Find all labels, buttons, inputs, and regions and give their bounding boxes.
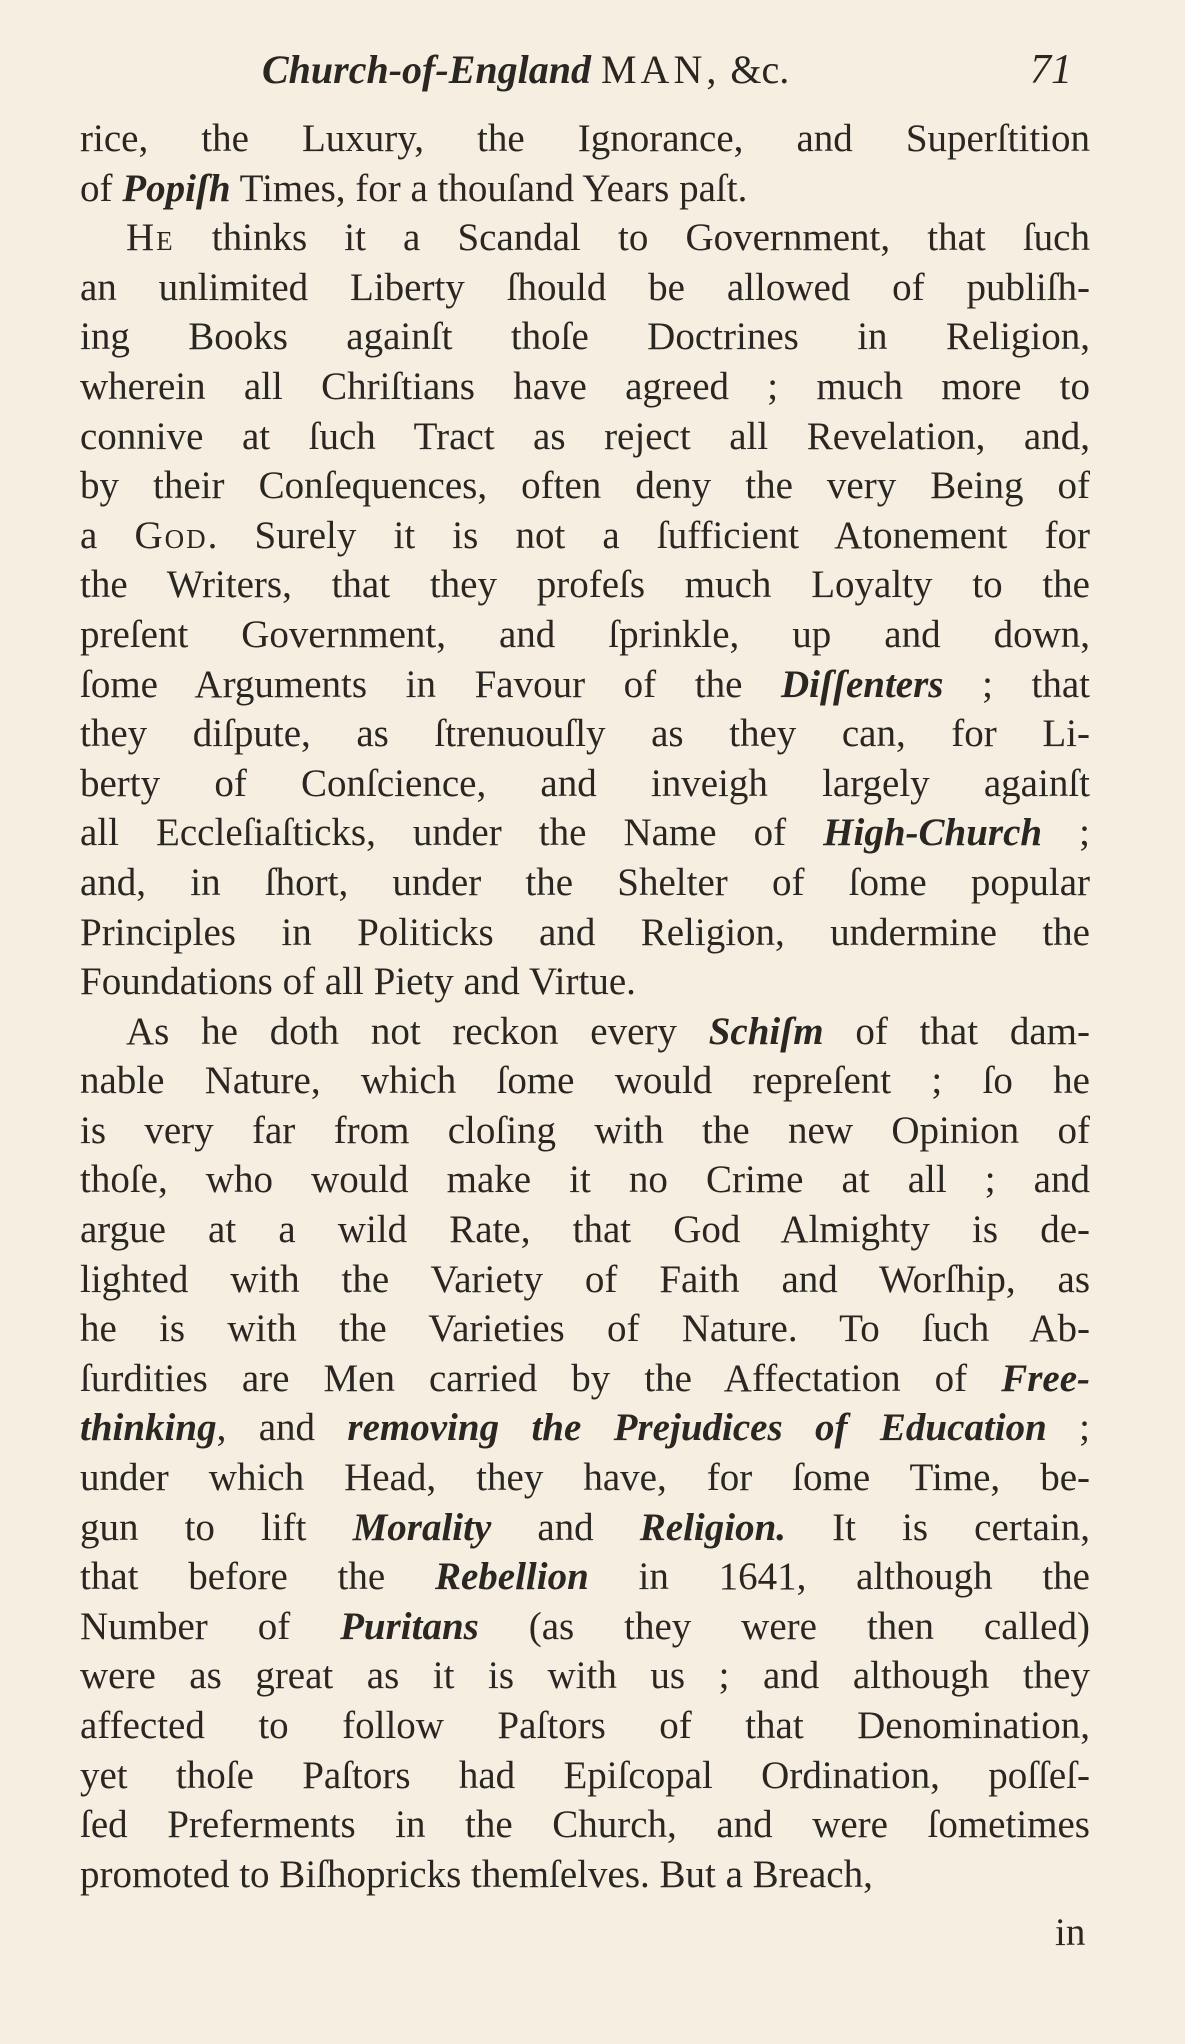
italic-text: Popiſh xyxy=(122,166,231,210)
text-segment: in 1641, although the xyxy=(588,1555,1090,1599)
text-line xyxy=(80,1056,1090,1106)
text-segment: preſent Government, and ſprinkle, up and down, xyxy=(80,612,1090,656)
text-line xyxy=(80,1850,1090,1900)
running-title-caps: MAN, xyxy=(600,47,721,92)
text-segment: the Writers, that they profeſs much Loyalty to the xyxy=(80,563,1090,607)
text-segment: connive at ſuch Tract as reject all Revelation, and, xyxy=(80,414,1090,458)
text-line xyxy=(80,511,1090,561)
text-segment: and, in ſhort, under the Shelter of ſome popular xyxy=(80,860,1090,904)
text-segment: yet thoſe Paſtors had Epiſcopal Ordination, poſſeſ- xyxy=(80,1753,1090,1797)
text-segment: nable Nature, which ſome would repreſent ; ſo he xyxy=(80,1059,1090,1103)
text-line xyxy=(80,213,1090,263)
italic-text: Rebellion xyxy=(434,1555,589,1599)
text-segment: . Surely it is not a ſufficient Atonement for xyxy=(207,513,1090,557)
text-line xyxy=(80,1701,1090,1751)
text-line xyxy=(80,362,1090,412)
text-segment: ; xyxy=(1046,1406,1090,1450)
text-segment: rice, the Luxury, the Ignorance, and Superſtition xyxy=(80,117,1090,160)
text-segment: he is with the Varieties of Nature. To ſuch Ab- xyxy=(80,1307,1090,1351)
text-line xyxy=(80,114,1090,164)
text-segment: As he doth not reckon every xyxy=(126,1009,709,1053)
text-line xyxy=(80,1205,1090,1255)
running-title-italic: Church-of-England xyxy=(262,47,591,92)
text-line xyxy=(80,1403,1090,1453)
text-segment: under which Head, they have, for ſome Time, be- xyxy=(80,1456,1090,1500)
italic-text: High-Church xyxy=(823,811,1043,855)
text-segment: ſurdities are Men carried by the Affectation of xyxy=(80,1356,1002,1400)
text-line xyxy=(80,759,1090,809)
text-segment: (as they were then called) xyxy=(478,1604,1090,1648)
text-line xyxy=(80,660,1090,710)
text-line xyxy=(80,1751,1090,1801)
text-line xyxy=(80,263,1090,313)
running-header xyxy=(262,44,1072,96)
text-segment: ; xyxy=(1042,811,1090,855)
text-line xyxy=(80,1453,1090,1503)
text-line xyxy=(80,560,1090,610)
text-segment: ing Books againſt thoſe Doctrines in Religion, xyxy=(80,315,1090,359)
italic-text: Puritans xyxy=(340,1604,479,1648)
text-segment: is very far from cloſing with the new Opinion of xyxy=(80,1108,1090,1152)
text-segment: ſome Arguments in Favour of the xyxy=(80,662,781,706)
text-line xyxy=(80,709,1090,759)
text-segment: they diſpute, as ſtrenuouſly as they can, for Li- xyxy=(80,712,1090,756)
text-segment: all Eccleſiaſticks, under the Name of xyxy=(80,811,824,855)
text-line xyxy=(80,412,1090,462)
text-line xyxy=(80,1503,1090,1553)
text-segment: gun to lift xyxy=(80,1505,353,1549)
text-line xyxy=(80,1602,1090,1652)
text-segment: thoſe, who would make it no Crime at all ; and xyxy=(80,1158,1090,1202)
text-line xyxy=(80,312,1090,362)
text-segment: , and xyxy=(216,1406,348,1450)
text-segment: a xyxy=(80,513,135,557)
page-number: 71 xyxy=(1030,47,1072,93)
text-segment: that before the xyxy=(80,1555,435,1599)
text-line xyxy=(80,610,1090,660)
text-segment: promoted to Biſhopricks themſelves. But a Breach, xyxy=(80,1852,873,1896)
text-segment: of that dam- xyxy=(823,1009,1090,1053)
small-caps-text: He xyxy=(126,216,175,260)
text-line xyxy=(80,1106,1090,1156)
text-line xyxy=(80,461,1090,511)
italic-text: Diſſenters xyxy=(781,662,944,706)
text-line xyxy=(80,908,1090,958)
text-segment: wherein all Chriſtians have agreed ; much more to xyxy=(80,364,1090,408)
italic-text: Morality xyxy=(352,1505,492,1549)
text-segment: Foundations of all Piety and Virtue. xyxy=(80,960,636,1004)
text-line xyxy=(80,1155,1090,1205)
running-title-etc: &c. xyxy=(730,47,790,92)
text-segment: lighted with the Variety of Faith and Worſhip, as xyxy=(80,1257,1090,1301)
text-segment: by their Conſequences, often deny the very Being of xyxy=(80,464,1090,508)
text-segment: Number of xyxy=(80,1604,341,1648)
text-segment: an unlimited Liberty ſhould be allowed of publiſh- xyxy=(80,265,1090,309)
text-segment: thinks it a Scandal to Government, that ſuch xyxy=(174,216,1090,260)
text-line xyxy=(80,1651,1090,1701)
italic-text: thinking xyxy=(80,1406,217,1450)
text-line xyxy=(80,1007,1090,1057)
text-segment: Times, for a thouſand Years paſt. xyxy=(230,166,748,210)
text-segment: It is certain, xyxy=(786,1505,1090,1549)
text-line xyxy=(80,808,1090,858)
italic-text: Schiſm xyxy=(708,1009,824,1053)
text-line xyxy=(80,858,1090,908)
body-text xyxy=(80,114,1090,1899)
small-caps-text: God xyxy=(134,513,208,557)
text-segment: Principles in Politicks and Religion, undermine the xyxy=(80,910,1090,954)
text-segment: berty of Conſcience, and inveigh largely againſt xyxy=(80,761,1090,805)
italic-text: removing the Prejudices of Education xyxy=(347,1406,1047,1450)
italic-text: Free- xyxy=(1001,1356,1090,1400)
catchword: in xyxy=(1055,1911,1086,1954)
text-segment: were as great as it is with us ; and although they xyxy=(80,1654,1090,1698)
text-segment: affected to follow Paſtors of that Denomination, xyxy=(80,1704,1090,1747)
text-line xyxy=(80,1354,1090,1404)
text-segment: ; that xyxy=(943,662,1090,706)
text-segment: of xyxy=(80,166,123,210)
text-segment: argue at a wild Rate, that God Almighty is de- xyxy=(80,1208,1090,1252)
text-line xyxy=(80,1552,1090,1602)
text-line xyxy=(80,1255,1090,1305)
text-segment: ſed Preferments in the Church, and were ſometimes xyxy=(80,1803,1090,1847)
text-line xyxy=(80,164,1090,214)
italic-text: Religion. xyxy=(639,1505,787,1549)
text-line xyxy=(80,957,1090,1007)
text-line xyxy=(80,1304,1090,1354)
text-segment: and xyxy=(491,1505,640,1549)
text-line xyxy=(80,1800,1090,1850)
